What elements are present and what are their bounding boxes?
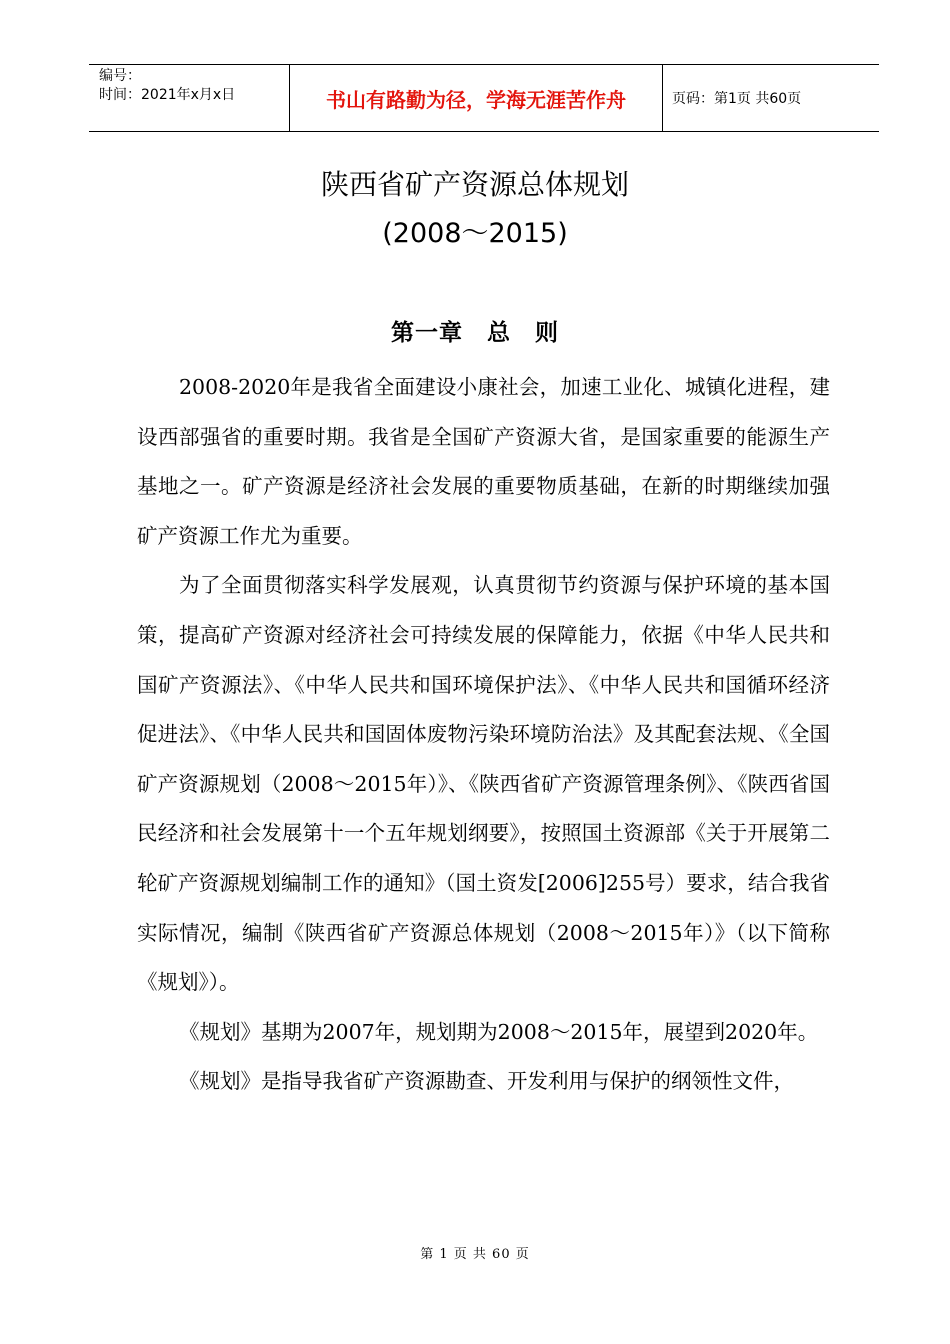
page-footer: 第 1 页 共 60 页: [420, 1247, 530, 1262]
header-meta: [89, 65, 290, 131]
document-subtitle: (2008～2015): [382, 218, 568, 249]
number-label: 编号：: [99, 68, 141, 84]
document-title: 陕西省矿产资源总体规划: [320, 168, 629, 201]
time-label: 时间：2021年x月x日: [99, 87, 236, 103]
page-header: [89, 64, 879, 132]
header-page-info: 页码：第1页 共60页: [672, 91, 802, 107]
header-motto: 书山有路勤为径，学海无涯苦作舟: [290, 65, 663, 131]
paragraph: 为了全面贯彻落实科学发展观，认真贯彻节约资源与保护环境的基本国策，提高矿产资源对经济社会可持续发展的保障能力，依据《中华人民共和国矿产资源法》、《中华人民共和国环境保护法》、《中华人民共和国循环经济促进法》、《中华人民共和国固体废物污染环境防治法》及其配套法规、《全国矿产资源规划（2008～2015年）》、《陕西省矿产资源管理条例》、《陕西省国民经济和社会发展第十一个五年规划纲要》，按照国土资源部《关于开展第二轮矿产资源规划编制工作的通知》（国土资发[2006]255号）要求，结合我省实际情况，编制《陕西省矿产资源总体规划（2008～2015年）》（以下简称《规划》）。: [137, 573, 830, 995]
paragraph: 《规划》基期为2007年，规划期为2008～2015年，展望到2020年。: [179, 1019, 819, 1044]
paragraph: 《规划》是指导我省矿产资源勘查、开发利用与保护的纲领性文件，: [179, 1069, 795, 1094]
chapter-title: 第一章 总 则: [391, 319, 559, 346]
document-body: [137, 363, 830, 1107]
paragraph: 2008-2020年是我省全面建设小康社会，加速工业化、城镇化进程，建设西部强省的重要时期。我省是全国矿产资源大省，是国家重要的能源生产基地之一。矿产资源是经济社会发展的重要物质基础，在新的时期继续加强矿产资源工作尤为重要。: [137, 375, 830, 548]
